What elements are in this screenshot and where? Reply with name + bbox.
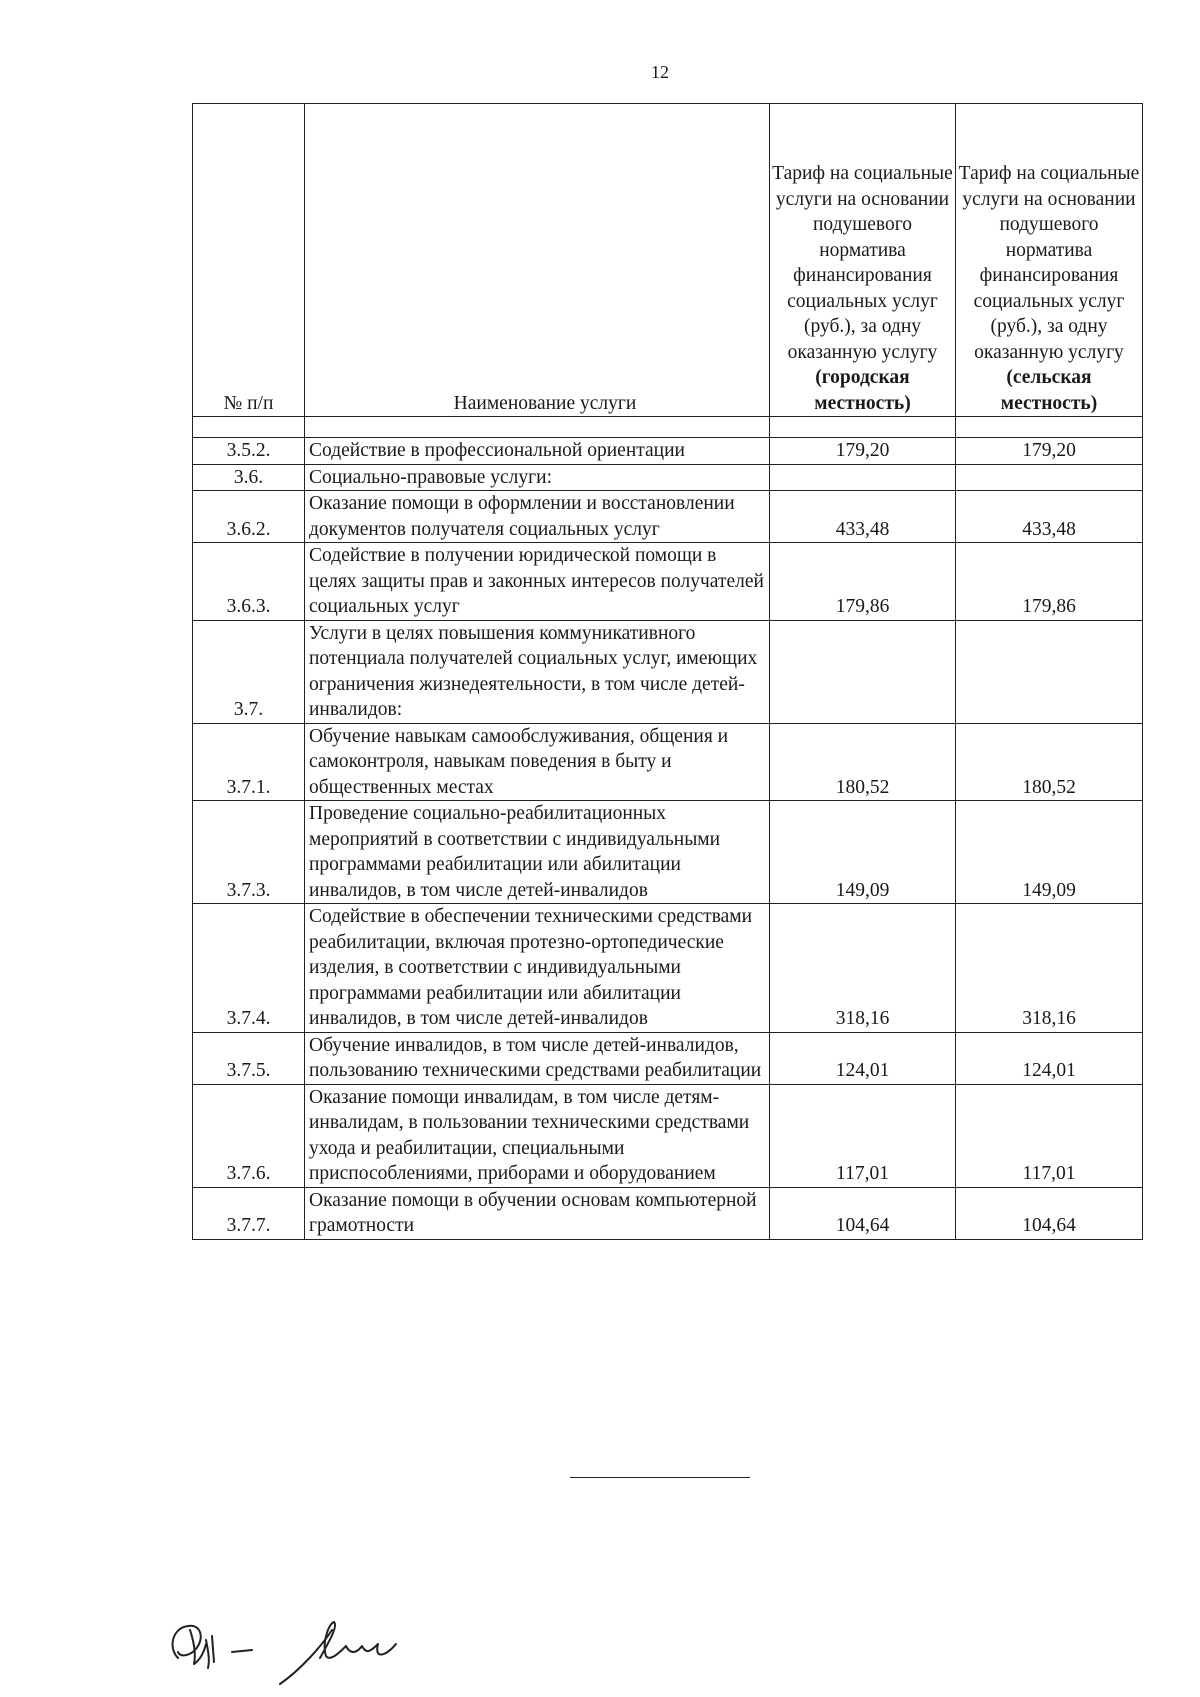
signature bbox=[160, 1600, 440, 1690]
row-number: 3.7.7. bbox=[193, 1187, 305, 1239]
table-row bbox=[193, 438, 1143, 465]
row-number: 3.6. bbox=[193, 464, 305, 491]
header-tariff-rural bbox=[956, 104, 1143, 417]
row-service-name: Обучение инвалидов, в том числе детей-инвалидов, пользованию техническими средствами реабилитации bbox=[305, 1032, 770, 1084]
table-row bbox=[193, 543, 1143, 621]
row-tariff-rural: 433,48 bbox=[956, 491, 1143, 543]
row-tariff-city: 180,52 bbox=[770, 723, 956, 801]
row-service-name: Оказание помощи в обучении основам компьютерной грамотности bbox=[305, 1187, 770, 1239]
row-number: 3.7.6. bbox=[193, 1084, 305, 1187]
row-number: 3.5.2. bbox=[193, 438, 305, 465]
row-service-name: Оказание помощи инвалидам, в том числе детям-инвалидам, в пользовании техническими средствами ухода и реабилитации, специальными приспособлениями, приборами и оборудованием bbox=[305, 1084, 770, 1187]
row-service-name: Оказание помощи в оформлении и восстановлении документов получателя социальных услуг bbox=[305, 491, 770, 543]
table-row bbox=[193, 723, 1143, 801]
row-tariff-city: 149,09 bbox=[770, 801, 956, 904]
gap-cell bbox=[770, 417, 956, 438]
row-tariff-rural: 318,16 bbox=[956, 904, 1143, 1033]
row-tariff-city bbox=[770, 620, 956, 723]
row-tariff-rural: 149,09 bbox=[956, 801, 1143, 904]
table-row bbox=[193, 904, 1143, 1033]
header-tariff-city-area: (городская местность) bbox=[814, 367, 911, 414]
row-service-name: Содействие в профессиональной ориентации bbox=[305, 438, 770, 465]
row-service-name: Социально-правовые услуги: bbox=[305, 464, 770, 491]
row-tariff-rural: 179,86 bbox=[956, 543, 1143, 621]
row-tariff-city bbox=[770, 464, 956, 491]
table-row bbox=[193, 464, 1143, 491]
table-row bbox=[193, 491, 1143, 543]
row-tariff-rural: 104,64 bbox=[956, 1187, 1143, 1239]
row-number: 3.7.1. bbox=[193, 723, 305, 801]
footer-divider bbox=[570, 1477, 750, 1478]
header-service-name: Наименование услуги bbox=[305, 104, 770, 417]
page-number: 12 bbox=[651, 62, 669, 82]
row-service-name: Проведение социально-реабилитационных мероприятий в соответствии с индивидуальными программами реабилитации или абилитации инвалидов, в том числе детей-инвалидов bbox=[305, 801, 770, 904]
row-service-name: Услуги в целях повышения коммуникативного потенциала получателей социальных услуг, имеющих ограничения жизнедеятельности, в том числе детей-инвалидов: bbox=[305, 620, 770, 723]
header-tariff-city bbox=[770, 104, 956, 417]
row-service-name: Обучение навыкам самообслуживания, общения и самоконтроля, навыкам поведения в быту и общественных местах bbox=[305, 723, 770, 801]
row-service-name: Содействие в получении юридической помощи в целях защиты прав и законных интересов получателей социальных услуг bbox=[305, 543, 770, 621]
row-tariff-city: 433,48 bbox=[770, 491, 956, 543]
table-body bbox=[193, 417, 1143, 1240]
row-tariff-city: 179,20 bbox=[770, 438, 956, 465]
table-header-row bbox=[193, 104, 1143, 417]
table-row bbox=[193, 1084, 1143, 1187]
table-row bbox=[193, 1032, 1143, 1084]
row-tariff-rural: 124,01 bbox=[956, 1032, 1143, 1084]
row-tariff-city: 117,01 bbox=[770, 1084, 956, 1187]
row-tariff-city: 104,64 bbox=[770, 1187, 956, 1239]
table-row bbox=[193, 620, 1143, 723]
gap-cell bbox=[193, 417, 305, 438]
row-tariff-rural: 180,52 bbox=[956, 723, 1143, 801]
table-row bbox=[193, 1187, 1143, 1239]
header-tariff-city-text: Тариф на социальные услуги на основании подушевого норматива финансирования социальных услуг (руб.), за одну оказанную услугу bbox=[772, 163, 953, 363]
row-number: 3.7. bbox=[193, 620, 305, 723]
row-tariff-city: 179,86 bbox=[770, 543, 956, 621]
row-tariff-city: 318,16 bbox=[770, 904, 956, 1033]
row-tariff-rural bbox=[956, 620, 1143, 723]
header-gap-row bbox=[193, 417, 1143, 438]
row-tariff-rural: 179,20 bbox=[956, 438, 1143, 465]
row-number: 3.6.3. bbox=[193, 543, 305, 621]
row-service-name: Содействие в обеспечении техническими средствами реабилитации, включая протезно-ортопедические изделия, в соответствии с индивидуальными программами реабилитации или абилитации инвалидов, в том числе детей-инвалидов bbox=[305, 904, 770, 1033]
row-number: 3.6.2. bbox=[193, 491, 305, 543]
table-row bbox=[193, 801, 1143, 904]
row-number: 3.7.4. bbox=[193, 904, 305, 1033]
gap-cell bbox=[305, 417, 770, 438]
row-tariff-rural bbox=[956, 464, 1143, 491]
header-tariff-rural-text: Тариф на социальные услуги на основании подушевого норматива финансирования социальных услуг (руб.), за одну оказанную услугу bbox=[958, 163, 1140, 363]
row-number: 3.7.5. bbox=[193, 1032, 305, 1084]
row-number: 3.7.3. bbox=[193, 801, 305, 904]
tariff-table bbox=[192, 103, 1143, 1240]
row-tariff-city: 124,01 bbox=[770, 1032, 956, 1084]
header-number: № п/п bbox=[193, 104, 305, 417]
row-tariff-rural: 117,01 bbox=[956, 1084, 1143, 1187]
header-tariff-rural-area: (сельская местность) bbox=[1000, 367, 1098, 414]
gap-cell bbox=[956, 417, 1143, 438]
